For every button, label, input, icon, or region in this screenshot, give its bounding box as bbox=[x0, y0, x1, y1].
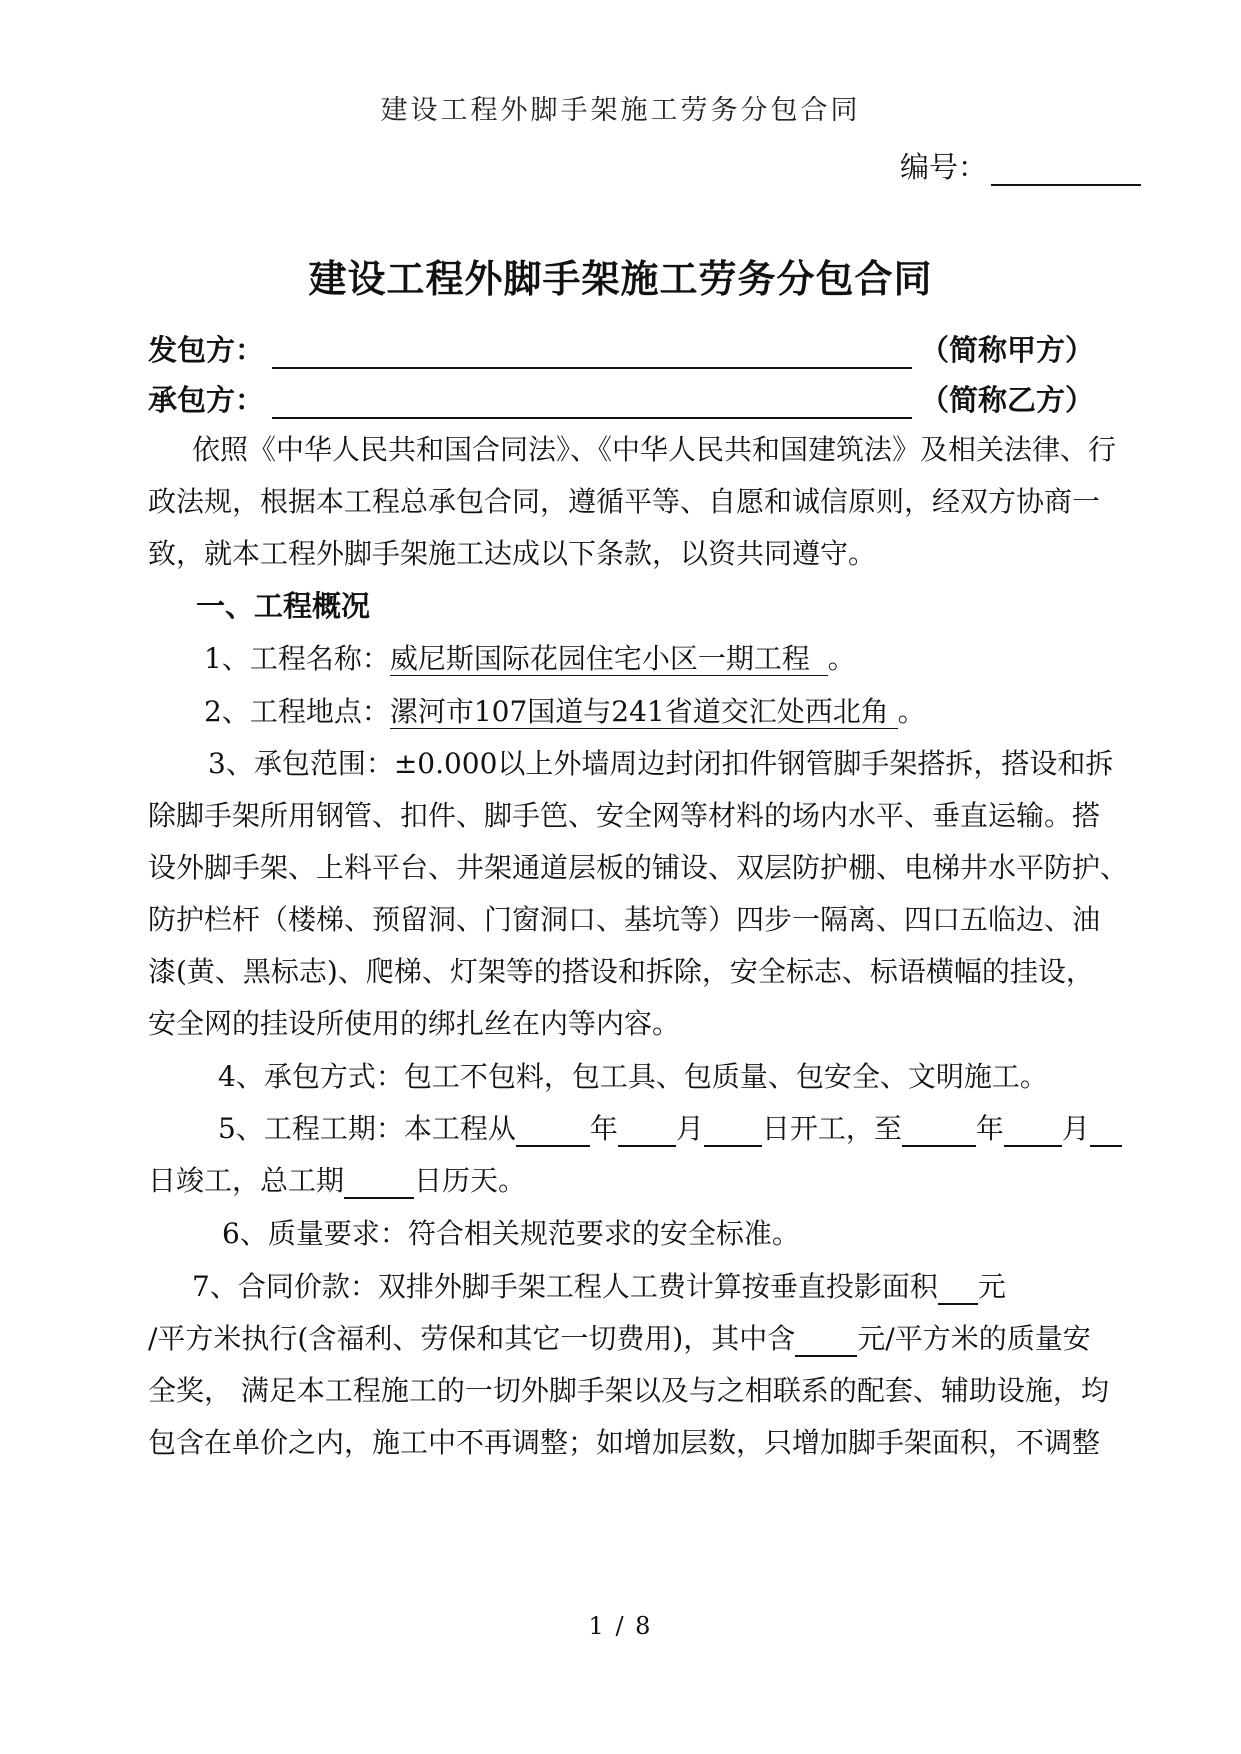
scope-line: 除脚手架所用钢管、扣件、脚手笆、安全网等材料的场内水平、垂直运输。搭 bbox=[148, 799, 1101, 832]
start-month-blank bbox=[618, 1115, 676, 1147]
party-b-line bbox=[148, 378, 1094, 419]
scope-line: 安全网的挂设所使用的绑扎丝在内等内容。 bbox=[148, 1007, 681, 1040]
party-a-label: 发包方： bbox=[148, 333, 265, 367]
intro-line: 政法规，根据本工程总承包合同，遵循平等、自愿和诚信原则，经双方协商一 bbox=[148, 485, 1101, 518]
item-schedule: 5、工程工期：本工程从 年 月 日开工，至 年 月 bbox=[218, 1107, 1122, 1147]
party-a-suffix: （简称甲方） bbox=[920, 333, 1095, 367]
item-quality: 6、质量要求：符合相关规范要求的安全标准。 bbox=[222, 1217, 800, 1250]
scope-line: 防护栏杆（楼梯、预留洞、门窗洞口、基坑等）四步一隔离、四口五临边、油 bbox=[148, 903, 1101, 936]
end-year-blank bbox=[902, 1115, 976, 1147]
start-day-blank bbox=[704, 1115, 762, 1147]
project-location-value: 漯河市107国道与241省道交汇处西北角 bbox=[389, 695, 889, 728]
item-label: 1、工程名称： bbox=[204, 642, 390, 675]
contract-number-label: 编号： bbox=[900, 150, 988, 184]
intro-line: 依照《中华人民共和国合同法》、《中华人民共和国建筑法》及相关法律、行 bbox=[192, 433, 1117, 466]
end-month-blank bbox=[1004, 1115, 1062, 1147]
party-a-blank bbox=[272, 335, 912, 369]
unit-price-blank bbox=[938, 1273, 978, 1305]
scope-line: 漆(黄、黑标志)、爬梯、灯架等的搭设和拆除，安全标志、标语横幅的挂设， bbox=[148, 955, 1094, 988]
intro-line: 致，就本工程外脚手架施工达成以下条款，以资共同遵守。 bbox=[148, 537, 877, 570]
running-header: 建设工程外脚手架施工劳务分包合同 bbox=[380, 95, 861, 126]
item-price-line: 包含在单价之内，施工中不再调整；如增加层数，只增加脚手架面积，不调整 bbox=[148, 1426, 1101, 1459]
party-b-blank bbox=[272, 385, 912, 419]
contract-number bbox=[900, 145, 1141, 186]
party-b-label: 承包方： bbox=[148, 383, 265, 417]
project-name-value: 威尼斯国际花园住宅小区一期工程 bbox=[389, 642, 810, 675]
item-price-line: 全奖， 满足本工程施工的一切外脚手架以及与之相联系的配套、辅助设施，均 bbox=[148, 1374, 1109, 1407]
duration-blank bbox=[344, 1167, 414, 1199]
scope-line: 3、承包范围：±0.000以上外墙周边封闭扣件钢管脚手架搭拆，搭设和拆 bbox=[208, 747, 1114, 780]
party-a-line bbox=[148, 328, 1094, 369]
scope-line: 设外脚手架、上料平台、井架通道层板的铺设、双层防护棚、电梯井水平防护、 bbox=[148, 851, 1129, 884]
document-title: 建设工程外脚手架施工劳务分包合同 bbox=[308, 257, 933, 301]
item-schedule-cont: 日竣工，总工期 日历天。 bbox=[148, 1164, 527, 1197]
item-project-name: 1、工程名称：威尼斯国际花园住宅小区一期工程 。 bbox=[204, 642, 856, 675]
party-b-suffix: （简称乙方） bbox=[920, 383, 1095, 417]
start-year-blank bbox=[516, 1115, 590, 1147]
page-number: 1 / 8 bbox=[588, 1612, 653, 1640]
section-heading: 一、工程概况 bbox=[196, 589, 371, 623]
item-project-location: 2、工程地点：漯河市107国道与241省道交汇处西北角 。 bbox=[204, 695, 926, 728]
end-day-blank bbox=[1090, 1115, 1122, 1147]
item-contract-mode: 4、承包方式：包工不包料，包工具、包质量、包安全、文明施工。 bbox=[218, 1060, 1048, 1093]
item-price-line: 7、合同价款：双排外脚手架工程人工费计算按垂直投影面积 元 bbox=[192, 1270, 1006, 1303]
safety-bonus-blank bbox=[795, 1325, 857, 1357]
contract-number-blank bbox=[991, 154, 1141, 186]
item-price-line: /平方米执行(含福利、劳保和其它一切费用)，其中含 元/平方米的质量安 bbox=[148, 1322, 1091, 1355]
item-label: 2、工程地点： bbox=[204, 695, 390, 728]
